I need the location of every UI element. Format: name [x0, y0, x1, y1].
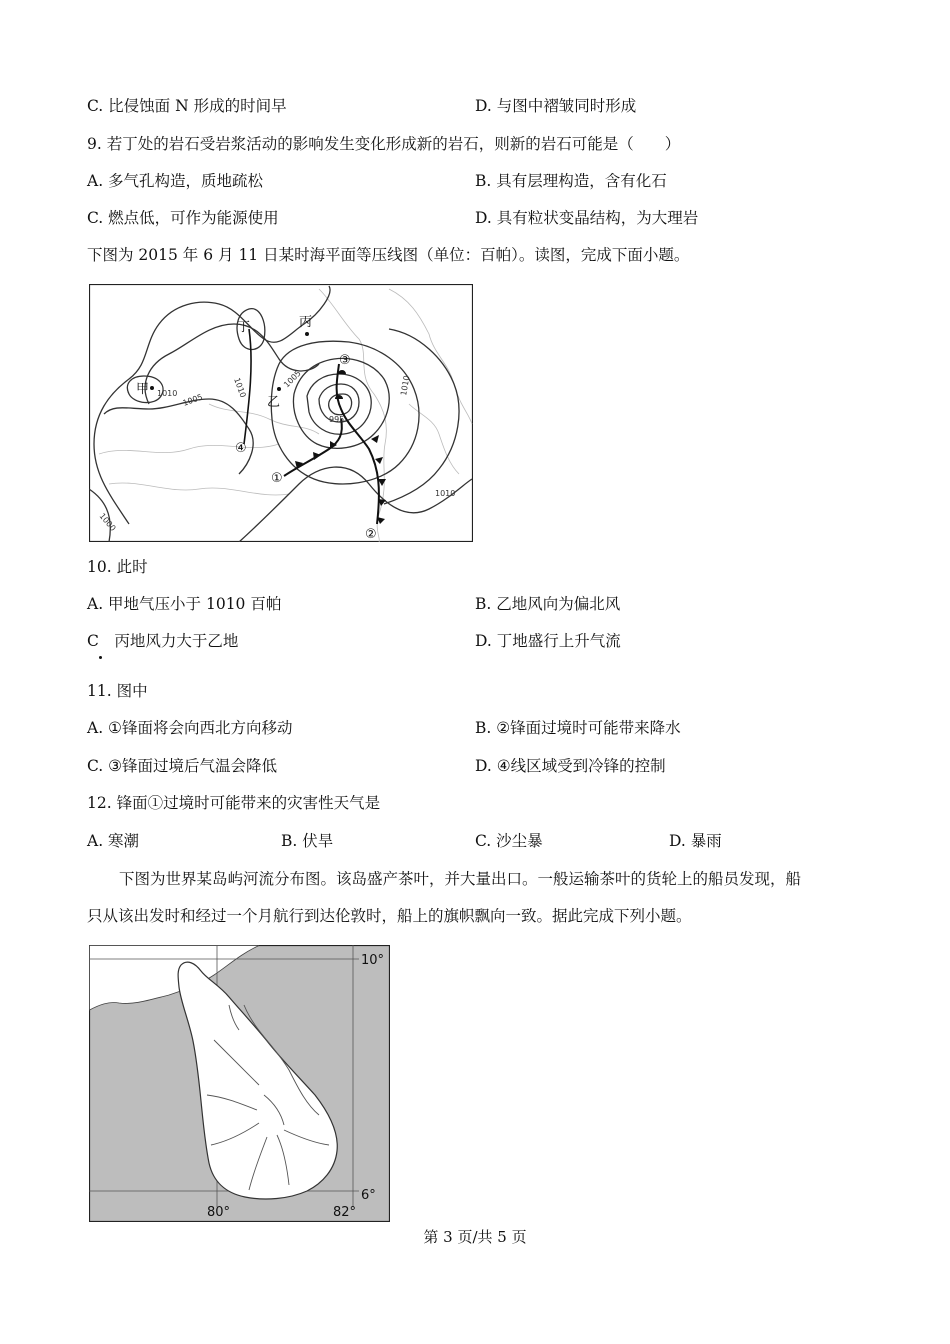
- isobar-intro: 下图为 2015 年 6 月 11 日某时海平面等压线图（单位：百帕）。读图，完成下面小题。: [87, 246, 690, 264]
- isobar-value-1010-d: 1010: [435, 489, 456, 498]
- isobar-value-1005-a: 1005: [181, 392, 204, 408]
- q10-option-d: D. 丁地盛行上升气流: [475, 632, 621, 650]
- q12-stem: 12. 锋面①过境时可能带来的灾害性天气是: [87, 794, 381, 812]
- lat-label-top: 10°: [361, 953, 385, 968]
- isobar-value-1010-b: 1010: [232, 376, 248, 399]
- q11-option-b: B. ②锋面过境时可能带来降水: [475, 719, 681, 737]
- page-footer: 第 3 页/共 5 页: [423, 1228, 527, 1246]
- q9-stem: 9. 若丁处的岩石受岩浆活动的影响发生变化形成新的岩石，则新的岩石可能是（ ）: [87, 135, 681, 153]
- q10-option-c: C 丙地风力大于乙地: [87, 632, 239, 650]
- label-ding: 丁: [237, 320, 251, 335]
- q11-option-d: D. ④线区域受到冷锋的控制: [475, 757, 666, 775]
- lon-label-left: 80°: [207, 1205, 231, 1220]
- q8-option-c: C. 比侵蚀面 N 形成的时间早: [87, 97, 287, 115]
- label-front-1: ①: [271, 471, 283, 486]
- island-map: [89, 945, 390, 1222]
- q8-option-d: D. 与图中褶皱同时形成: [475, 97, 637, 115]
- lon-label-right: 82°: [333, 1205, 357, 1220]
- q9-option-c: C. 燃点低，可作为能源使用: [87, 209, 279, 227]
- label-front-2: ②: [365, 527, 377, 542]
- q12-option-c: C. 沙尘暴: [475, 832, 543, 850]
- label-front-3: ③: [339, 353, 351, 368]
- isobar-value-995: 995: [329, 415, 345, 424]
- q10-stem: 10. 此时: [87, 558, 148, 576]
- q9-option-b: B. 具有层理构造，含有化石: [475, 172, 667, 190]
- label-line-4: ④: [235, 441, 247, 456]
- q9-option-a: A. 多气孔构造，质地疏松: [87, 172, 264, 190]
- q12-option-a: A. 寒潮: [87, 832, 140, 850]
- isobar-value-1000: 1000: [97, 511, 118, 533]
- q12-option-b: B. 伏旱: [281, 832, 334, 850]
- label-bing: 丙: [299, 315, 313, 330]
- label-yi: 乙: [267, 395, 281, 410]
- stray-dot: [99, 656, 102, 659]
- q11-stem: 11. 图中: [87, 682, 148, 700]
- isobar-value-1010-c: 1010: [399, 374, 412, 397]
- q11-option-a: A. ①锋面将会向西北方向移动: [87, 719, 293, 737]
- q11-option-c: C. ③锋面过境后气温会降低: [87, 757, 278, 775]
- island-intro-line-1: 下图为世界某岛屿河流分布图。该岛盛产茶叶，并大量出口。一般运输茶叶的货轮上的船员发现，船: [119, 870, 802, 888]
- q10-option-b: B. 乙地风向为偏北风: [475, 595, 621, 613]
- isobar-map: [89, 284, 473, 542]
- isobar-value-1005-b: 1005: [282, 368, 303, 390]
- lat-label-bottom: 6°: [361, 1188, 376, 1203]
- island-intro-line-2: 只从该出发时和经过一个月航行到达伦敦时，船上的旗帜飘向一致。据此完成下列小题。: [87, 907, 692, 925]
- label-jia: 甲: [136, 382, 150, 397]
- q9-option-d: D. 具有粒状变晶结构，为大理岩: [475, 209, 699, 227]
- isobar-value-1010-a: 1010: [157, 389, 178, 398]
- q10-option-a: A. 甲地气压小于 1010 百帕: [87, 595, 282, 613]
- q12-option-d: D. 暴雨: [669, 832, 722, 850]
